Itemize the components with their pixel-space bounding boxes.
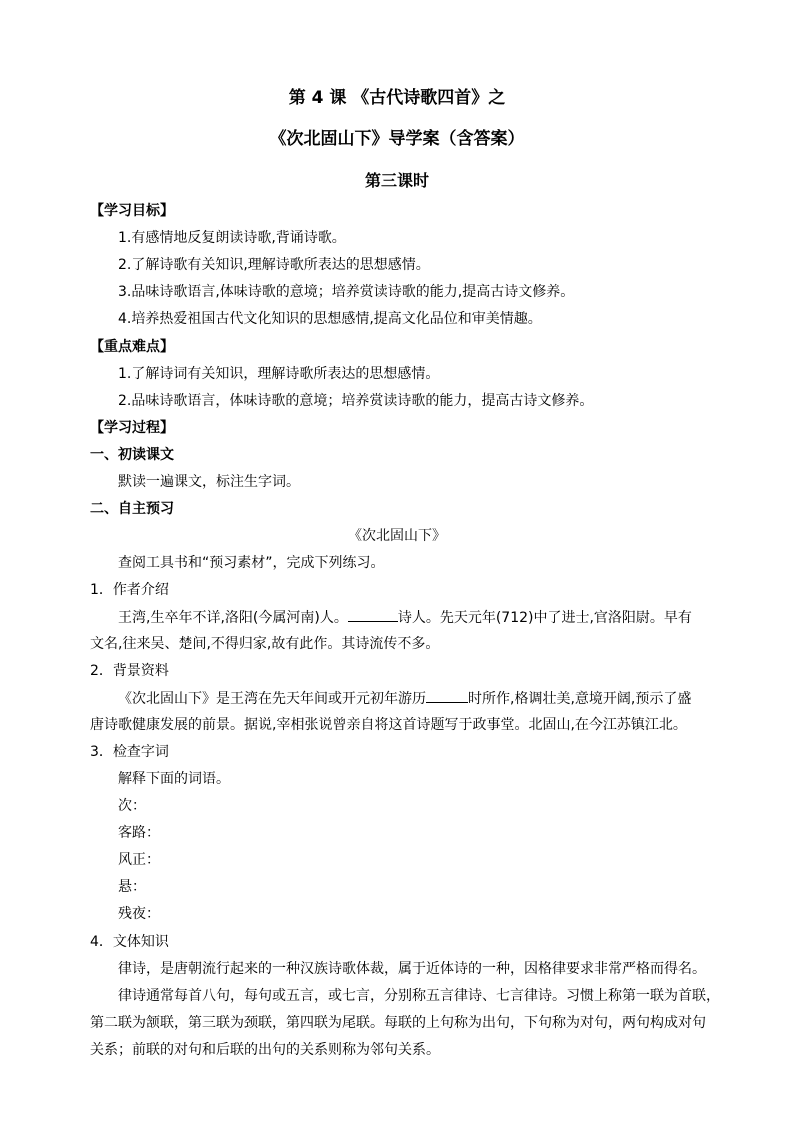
style-paragraph-2-line-1: 律诗通常每首八句，每句或五言，或七言，分别称五言律诗、七言律诗。习惯上称第一联为首联，	[118, 988, 720, 1004]
part1-text: 默读一遍课文，标注生字词。	[118, 474, 300, 490]
words-intro: 解释下面的词语。	[118, 771, 230, 787]
fill-blank[interactable]	[348, 607, 398, 622]
style-paragraph-1: 律诗，是唐朝流行起来的一种汉族诗歌体裁，属于近体诗的一种，因格律要求非常严格而得名。	[118, 961, 706, 977]
key-point-item: 2.品味诗歌语言，体味诗歌的意境；培养赏读诗歌的能力，提高古诗文修养。	[118, 393, 594, 409]
goal-item: 1.有感情地反复朗读诗歌,背诵诗歌。	[118, 230, 346, 246]
word-item: 悬：	[118, 879, 146, 895]
goal-item: 4.培养热爱祖国古代文化知识的思想感情,提高文化品位和审美情趣。	[118, 311, 542, 327]
style-heading: 4．文体知识	[90, 934, 169, 950]
process-heading: 【学习过程】	[90, 420, 174, 436]
fill-blank[interactable]	[426, 688, 468, 703]
words-heading: 3．检查字词	[90, 744, 169, 760]
poem-title: 《次北固山下》	[348, 528, 446, 544]
goal-item: 3.品味诗歌语言,体味诗歌的意境；培养赏读诗歌的能力,提高古诗文修养。	[118, 284, 575, 300]
background-line-2: 唐诗歌健康发展的前景。据说,宰相张说曾亲自将这首诗题写于政事堂。北固山,在今江苏镇江北。	[90, 717, 687, 733]
word-item: 客路：	[118, 825, 160, 841]
background-heading: 2．背景资料	[90, 663, 169, 679]
word-item: 次：	[118, 798, 146, 814]
part2-intro: 查阅工具书和“预习素材”，完成下列练习。	[118, 555, 385, 571]
style-paragraph-2-line-2: 第二联为颔联，第三联为颈联，第四联为尾联。每联的上句称为出句，下句称为对句，两句构成对句	[90, 1015, 706, 1031]
background-text-a: 《次北固山下》是王湾在先天年间或开元初年游历	[118, 691, 426, 707]
style-paragraph-2-line-3: 关系；前联的对句和后联的出句的关系则称为邻句关系。	[90, 1042, 440, 1058]
background-line-1	[118, 688, 691, 709]
author-line-2: 文名,往来吴、楚间,不得归家,故有此作。其诗流传不多。	[90, 636, 440, 652]
author-text-a: 王湾,生卒年不详,洛阳(今属河南)人。	[118, 610, 348, 626]
title-line-2: 《次北固山下》导学案（含答案）	[269, 129, 525, 149]
part2-heading: 二、自主预习	[90, 501, 174, 517]
word-item: 残夜：	[118, 906, 160, 922]
lesson-subtitle: 第三课时	[364, 171, 429, 190]
goal-item: 2.了解诗歌有关知识,理解诗歌所表达的思想感情。	[118, 257, 430, 273]
background-text-b: 时所作,格调壮美,意境开阔,预示了盛	[468, 691, 692, 707]
key-points-heading: 【重点难点】	[90, 339, 174, 355]
author-text-b: 诗人。先天元年(712)中了进士,官洛阳尉。早有	[397, 610, 692, 626]
title-line-1: 第 4 课 《古代诗歌四首》之	[288, 88, 506, 108]
author-line-1	[118, 607, 692, 628]
key-point-item: 1.了解诗词有关知识，理解诗歌所表达的思想感情。	[118, 366, 440, 382]
goals-heading: 【学习目标】	[90, 203, 174, 219]
word-item: 风正：	[118, 852, 160, 868]
part1-heading: 一、初读课文	[90, 447, 174, 463]
author-heading: 1．作者介绍	[90, 582, 169, 598]
